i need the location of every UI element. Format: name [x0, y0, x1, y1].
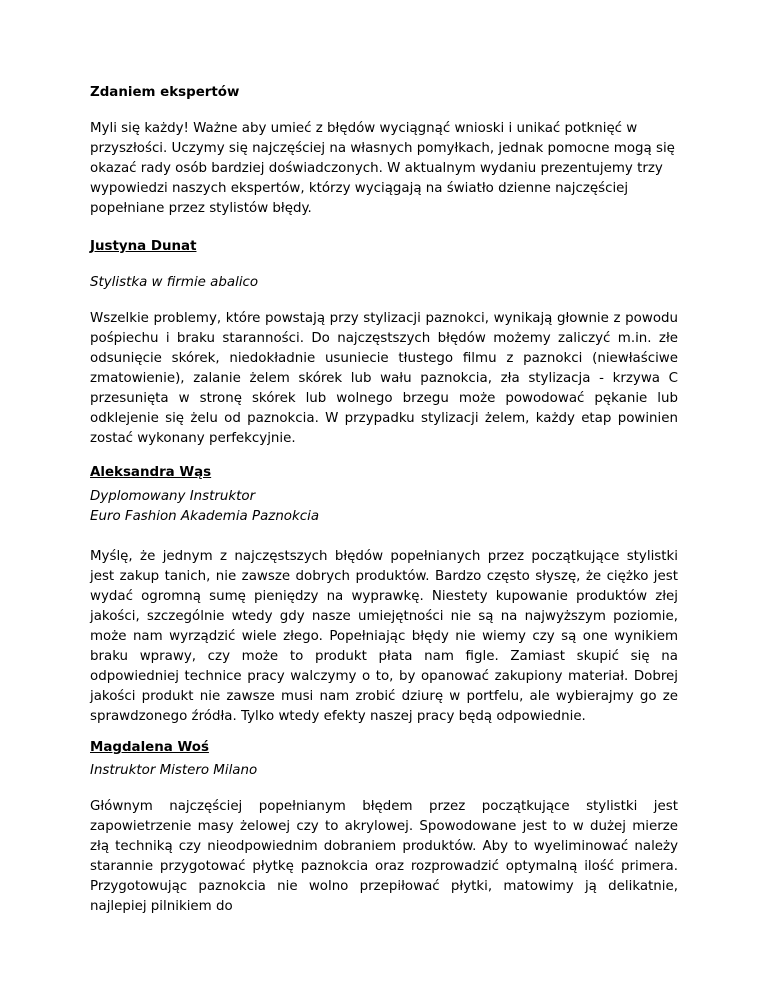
expert-statement-1: Wszelkie problemy, które powstają przy stylizacji paznokci, wynikają głownie z powodu pośpiechu i braku staranności. Do najczęstszych błędów możemy zaliczyć m.in. złe odsunięcie skórek, niedokładnie usuniecie tłustego filmu z paznokci (niewłaściwe zmatowienie), zalanie żelem skórek lub wału paznokcia, zła stylizacja - krzywa C przesunięta w stronę skórek lub wolnego brzegu może powodować pękanie lub odklejenie się żelu od paznokcia. W przypadku stylizacji żelem, każdy etap powinien zostać wykonany perfekcyjnie.	[90, 311, 678, 446]
expert-role-2-line-2: Euro Fashion Akademia Paznokcia	[90, 509, 320, 524]
intro-paragraph: Myli się każdy! Ważne aby umieć z błędów wyciągnąć wnioski i unikać potknięć w przyszłości. Uczymy się najczęściej na własnych pomyłkach, jednak pomocne mogą się okazać rady osób bardziej doświadczonych. W aktualnym wydaniu prezentujemy trzy wypowiedzi naszych ekspertów, którzy wyciągają na światło dzienne najczęściej popełniane przez stylistów błędy.	[90, 121, 675, 216]
expert-name-3: Magdalena Woś	[90, 740, 209, 755]
expert-role-3: Instruktor Mistero Milano	[90, 763, 258, 778]
document-heading: Zdaniem ekspertów	[90, 85, 240, 100]
expert-role-2-line-1: Dyplomowany Instruktor	[90, 489, 256, 504]
expert-role-1: Stylistka w firmie abalico	[90, 275, 259, 290]
expert-statement-3: Głównym najczęściej popełnianym błędem przez początkujące stylistki jest zapowietrzenie masy żelowej czy to akrylowej. Spowodowane jest to w dużej mierze złą techniką czy nieodpowiednim dobraniem produktów. Aby to wyeliminować należy starannie przygotować płytkę paznokcia oraz rozprowadzić optymalną ilość primera. Przygotowując paznokcia nie wolno przepiłować płytki, matowimy ją delikatnie, najlepiej pilnikiem do	[90, 799, 678, 914]
expert-name-1: Justyna Dunat	[90, 239, 197, 254]
expert-name-2: Aleksandra Wąs	[90, 465, 212, 480]
expert-role-2	[90, 487, 678, 527]
expert-statement-2: Myślę, że jednym z najczęstszych błędów popełnianych przez początkujące stylistki jest zakup tanich, nie zawsze dobrych produktów. Bardzo często słyszę, że ciężko jest wydać ogromną sumę pieniędzy na wyprawkę. Niestety kupowanie produktów złej jakości, szczególnie wtedy gdy nasze umiejętności nie są na najwyższym poziomie, może nam wyrządzić wiele złego. Popełniając błędy nie wiemy czy są one wynikiem braku wprawy, czy może to produkt płata nam figle. Zamiast skupić się na odpowiedniej technice pracy walczymy o to, by opanować zakupiony materiał. Dobrej jakości produkt nie zawsze musi nam zrobić dziurę w portfelu, ale wybierajmy go ze sprawdzonego źródła. Tylko wtedy efekty naszej pracy będą odpowiednie.	[90, 549, 678, 724]
